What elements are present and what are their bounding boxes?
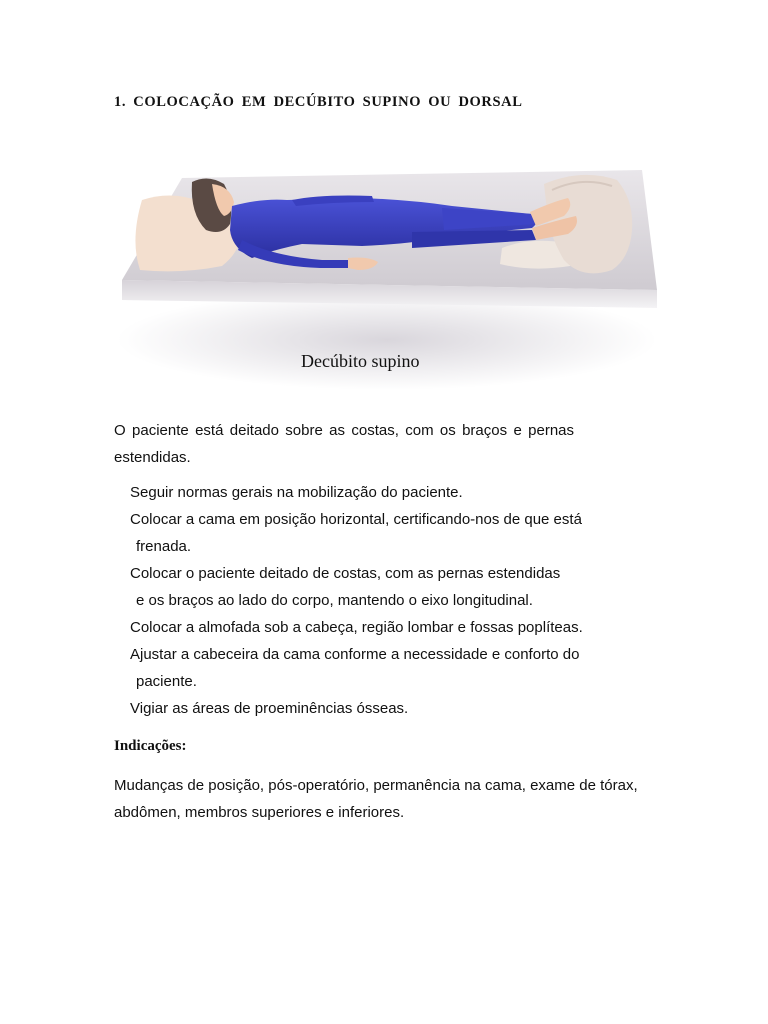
list-item	[114, 695, 656, 722]
intro-paragraph: O paciente está deitado sobre as costas, com os braços e pernas estendidas.	[114, 422, 574, 466]
step-text-continuation: paciente.	[136, 673, 197, 690]
step-text: Ajustar a cabeceira da cama conforme a necessidade e conforto do	[130, 646, 580, 663]
step-text: Colocar a almofada sob a cabeça, região lombar e fossas poplíteas.	[130, 619, 583, 636]
bullet-icon	[114, 479, 130, 506]
figure-caption: Decúbito supino	[301, 351, 420, 371]
procedure-steps-list	[114, 479, 656, 722]
list-item	[114, 479, 656, 506]
step-text: Colocar o paciente deitado de costas, com as pernas estendidas	[130, 565, 561, 582]
step-text-continuation: e os braços ao lado do corpo, mantendo o eixo longitudinal.	[136, 592, 533, 609]
section-heading: 1. COLOCAÇÃO EM DECÚBITO SUPINO OU DORSAL	[114, 94, 523, 110]
bullet-icon	[114, 695, 130, 722]
bullet-icon	[114, 614, 130, 641]
bullet-icon	[114, 560, 130, 614]
indications-text: Mudanças de posição, pós-operatório, permanência na cama, exame de tórax, abdômen, membros superiores e inferiores.	[114, 777, 638, 821]
bullet-icon	[114, 641, 130, 695]
list-item	[114, 560, 656, 614]
list-item	[114, 614, 656, 641]
step-text: Colocar a cama em posição horizontal, certificando-nos de que está	[130, 511, 582, 528]
supine-position-illustration	[112, 140, 662, 402]
list-item	[114, 506, 656, 560]
step-text-continuation: frenada.	[136, 538, 192, 555]
step-text: Seguir normas gerais na mobilização do paciente.	[130, 484, 463, 501]
list-item	[114, 641, 656, 695]
indications-heading: Indicações:	[114, 738, 187, 754]
step-text: Vigiar as áreas de proeminências ósseas.	[130, 700, 409, 717]
bullet-icon	[114, 506, 130, 560]
